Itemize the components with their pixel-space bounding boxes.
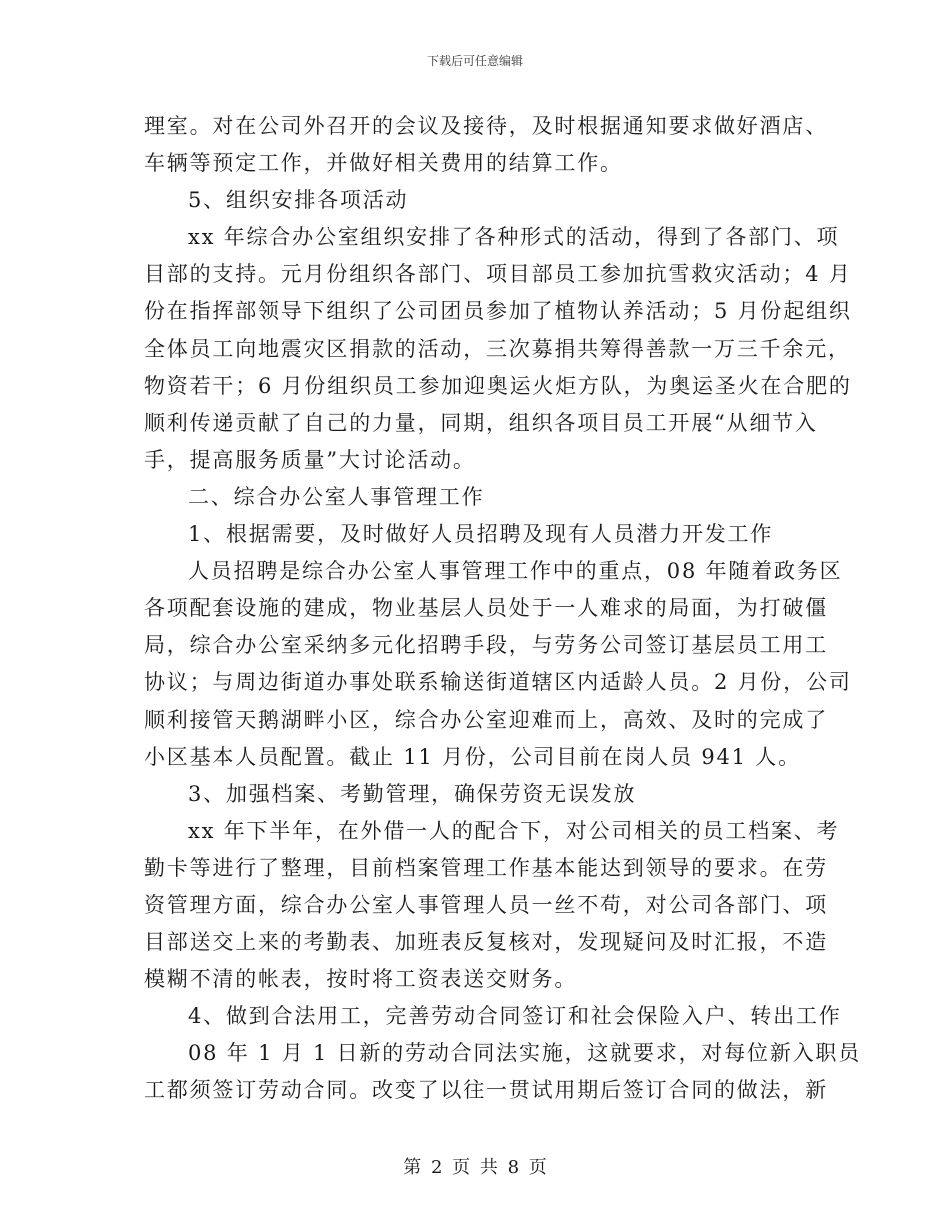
text-line: xx 年下半年，在外借一人的配合下，对公司相关的员工档案、考 [188,818,840,843]
text-line: 1、根据需要，及时做好人员招聘及现有人员潜力开发工作 [188,522,774,547]
text-line: 顺利接管天鹅湖畔小区，综合办公室迎难而上，高效、及时的完成了 [144,707,828,732]
text-line: 物资若干；6 月份组织员工参加迎奥运火炬方队，为奥运圣火在合肥的 [144,373,852,398]
text-line: 工都须签订劳动合同。改变了以往一贯试用期后签订合同的做法，新 [144,1078,828,1103]
text-line: 各项配套设施的建成，物业基层人员处于一人难求的局面，为打破僵 [144,596,828,621]
page-footer: 第 2 页 共 8 页 [403,1157,547,1178]
text-line: 5、组织安排各项活动 [188,188,409,213]
text-line: 车辆等预定工作，并做好相关费用的结算工作。 [144,151,623,176]
text-line: 4、做到合法用工，完善劳动合同签订和社会保险入户、转出工作 [188,1004,842,1029]
document-body [144,108,862,1110]
text-line: 份在指挥部领导下组织了公司团员参加了植物认养活动；5 月份起组织 [144,299,852,324]
text-line: 目部的支持。元月份组织各部门、项目部员工参加抗雪救灾活动；4 月 [144,262,852,287]
text-line: 资管理方面，综合办公室人事管理人员一丝不苟，对公司各部门、项 [144,892,828,917]
text-line: 小区基本人员配置。截止 11 月份，公司目前在岗人员 941 人。 [144,744,801,769]
text-line: 3、加强档案、考勤管理，确保劳资无误发放 [188,781,637,806]
text-line: 模糊不清的帐表，按时将工资表送交财务。 [144,967,578,992]
text-line: 二、综合办公室人事管理工作 [188,484,485,509]
text-line: 局，综合办公室采纳多元化招聘手段，与劳务公司签订基层员工用工 [144,633,828,658]
text-line: 手，提高服务质量”大讨论活动。 [144,447,476,472]
text-line: 全体员工向地震灾区捐款的活动，三次募捐共筹得善款一万三千余元， [144,336,851,361]
text-line: 勤卡等进行了整理，目前档案管理工作基本能达到领导的要求。在劳 [144,855,828,880]
text-line: 理室。对在公司外召开的会议及接待，及时根据通知要求做好酒店、 [144,114,828,138]
text-line: 顺利传递贡献了自己的力量，同期，组织各项目员工开展“从细节入 [144,410,818,435]
text-line: xx 年综合办公室组织安排了各种形式的活动，得到了各部门、项 [188,225,840,250]
text-line: 人员招聘是综合办公室人事管理工作中的重点，08 年随着政务区 [188,559,843,584]
text-line: 08 年 1 月 1 日新的劳动合同法实施，这就要求，对每位新入职员 [188,1041,862,1066]
page-header: 下载后可任意编辑 [426,54,523,68]
text-line: 目部送交上来的考勤表、加班表反复核对，发现疑问及时汇报，不造 [144,930,828,955]
text-line: 协议；与周边街道办事处联系输送街道辖区内适龄人员。2 月份，公司 [144,670,852,695]
